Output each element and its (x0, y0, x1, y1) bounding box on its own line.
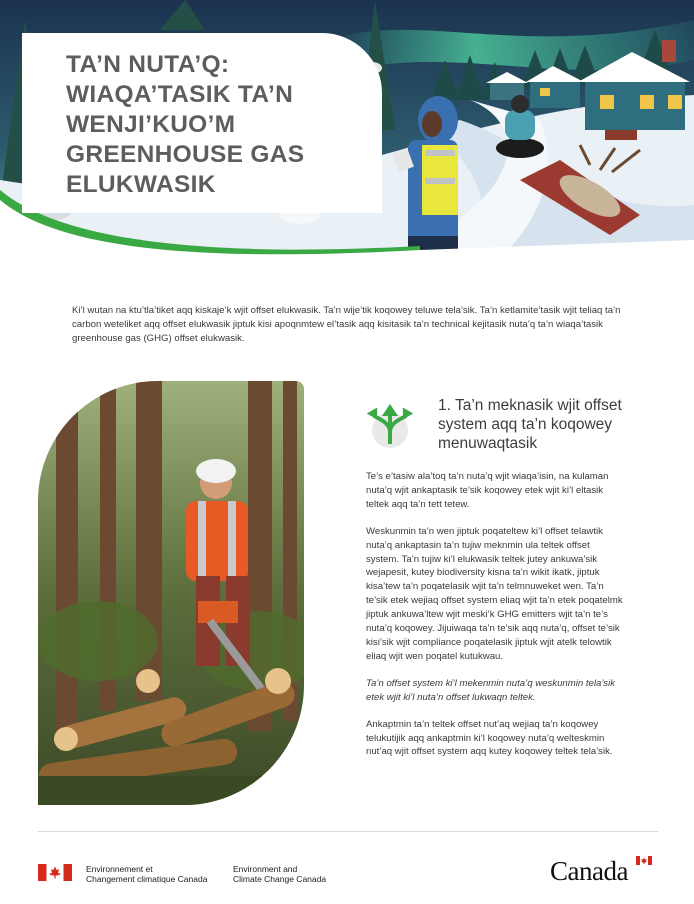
intro-paragraph: Ki’l wutan na ktu’tla’tiket aqq kiskaje’k wjit offset elukwasik. Ta’n wije’tik koqowey teluwe tela’sik. Ta’n ketlamite’tasik wjit teliaq ta’n carbon weteliket aqq offset elukwasik jiptuk kisi apoqnmtew el’tasik aqq kisitasik ta’n technical kejitasik nuta’q ta’n wiaqa’tasik greenhouse gas (GHG) offset elukwasik. (72, 305, 621, 344)
forestry-photo (38, 381, 304, 805)
section-body (366, 470, 624, 772)
page-title (66, 50, 366, 200)
title-line-3: WENJI’KUO’M (66, 111, 236, 138)
dept-fr-line-2: Changement climatique Canada (86, 874, 208, 884)
body-paragraph-4: Ankaptmin ta’n teltek offset nut’aq wejiaq ta’n koqowey telukutijik aqq ankaptmin ki’l koqowey nuta’q welteskmin nut’aq wjit offset system aqq kutey koqowey teltek tela’sik. (366, 718, 613, 758)
dept-en-line-1: Environment and (233, 864, 298, 874)
body-paragraph-3: Ta’n offset system ki’l mekenmin nuta’q weskunmin tela’sik etek wjit ki’l nuta’n offset lukwaqn teltek. (366, 677, 616, 703)
forestry-worker-illustration (38, 381, 304, 805)
section-title: 1. Ta’n meknasik wjit offset system aqq ta’n koqowey menuwaqtasik (438, 397, 622, 452)
body-paragraph-1: Te’s e’tasiw ala’toq ta’n nuta’q wjit wiaqa’isin, na kulaman nuta’q wjit ankaptasik te’sik koqowey etek wjit ki’l eltasik teltek aqq ta’n tett tetew. (366, 471, 609, 510)
body-paragraph-2: Weskunmin ta’n wen jiptuk poqateltew ki’l offset telawtik nuta’q ankaptasin ta’n tujiw meknmin ula teltek offset system. Ta’n tujiw ki’l elukwasik teltek jutey ankuwa’sik wejapesit, kutey biodiversity kisna ta’n wikit ikatk, jiptuk kisa’tew ta’n poqatelasik wjit ta’n telmnuweket wen. Ta’n te’sik etek wejiaq offset system eliaq wjit ta’n etek poqatelmk jiptuk ankuwa’ltew wjit meski’k GHG emitters wjit ta’n te’s nuta’q koqowey. Jijuiwaqa ta’n te’sik aqq nuta’q, offset te’sik kisi’sik wjit compliance poqatelasik jiptuk wjit atelk telowtik eliaq wjit wen poqatel kutukwau. (366, 525, 623, 662)
department-name-en (233, 864, 353, 884)
footer-divider (38, 831, 658, 832)
wordmark-flag-icon (636, 856, 652, 865)
title-line-1: TA’N NUTA’Q: (66, 51, 230, 78)
department-name-fr (86, 864, 226, 884)
wordmark-text: Canada (550, 856, 628, 886)
dept-fr-line-1: Environnement et (86, 864, 153, 874)
canada-flag-icon (38, 864, 72, 881)
title-line-4: GREENHOUSE GAS (66, 141, 305, 168)
dept-en-line-2: Climate Change Canada (233, 874, 327, 884)
canada-wordmark (550, 856, 654, 886)
title-line-2: WIAQA’TASIK TA’N (66, 81, 294, 108)
title-line-5: ELUKWASIK (66, 171, 216, 198)
split-arrows-icon (364, 398, 416, 450)
